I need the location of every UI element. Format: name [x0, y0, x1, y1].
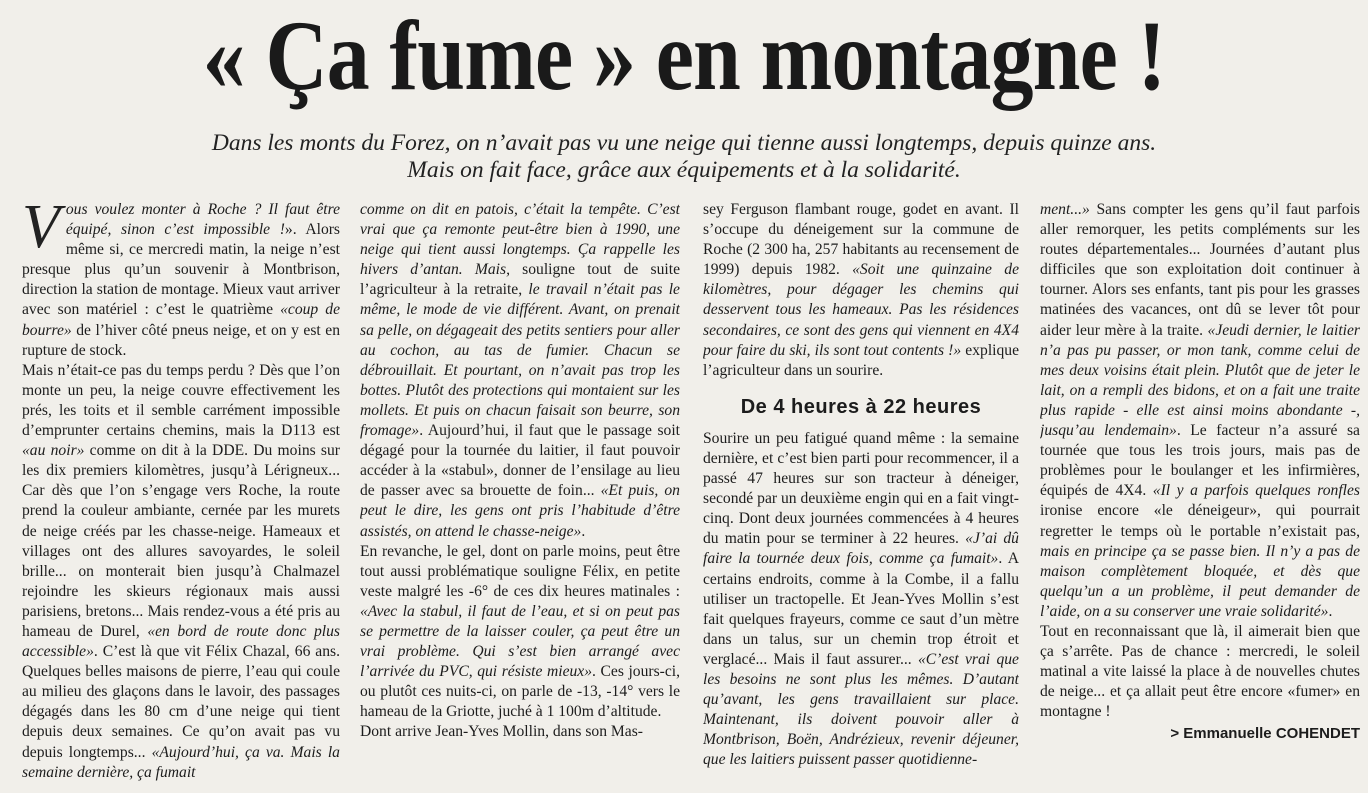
byline: > Emmanuelle COHENDET — [1170, 725, 1360, 743]
quote-text: «Soit une quinzaine de kilomètres, pour dégager les chemins qui desservent tous les hameaux. Pas les résidences secondaires, ce sont des gens qui viennent en 4X4 pour faire du ski, ils sont tout contents !» — [703, 261, 1019, 359]
standfirst-line-1: Dans les monts du Forez, on n’avait pas vu une neige qui tienne aussi longtemps, depuis quinze ans. — [211, 130, 1157, 156]
body-text: . Aujourd’hui, il faut que le passage soit dégagé pour la tournée du laitier, il faut pouvoir accéder à la «stabul», donner de l’ensilage au lieu de passer avec sa brouette de foin... — [360, 422, 680, 500]
body-text: de l’hiver côté pneus neige, et on y est en rupture de stock. — [22, 321, 340, 359]
quote-text: «Aujourd’hui, ça va. Mais la semaine dernière, ça fumait — [22, 743, 340, 781]
body-text: En revanche, le gel, dont on parle moins, peut être tout aussi problématique souligne Félix, en petite veste malgré les -6° de ces dix heures matinales : — [360, 542, 680, 600]
quote-text: «Il y a parfois quelques ronfles — [1152, 482, 1360, 500]
paragraph — [22, 361, 340, 783]
body-text: sey Ferguson flambant rouge, godet en avant. Il s’occupe du déneigement sur la commune de Roche (2 300 ha, 257 habitants au recensement de 1999) depuis 1982. — [703, 201, 1019, 279]
column-4 — [1040, 200, 1360, 790]
paragraph — [703, 200, 1019, 381]
quote-text: «au noir» — [22, 442, 85, 460]
body-text: comme on dit à la DDE. Du moins sur les dix premiers kilomètres, jusqu’à Lérigneux... Car dès que l’on s’engage vers Roche, la route prend la couleur ambiante, cernée par les murets de neige créés par les chasse-neige. Hameaux et villages ont des allures savoyardes, le soleil brille... on monterait bien jusqu’à Chalmazel rejoindre les skieurs régionaux mais aussi parisiens, bretons... Mais rendez-vous a été pris au hameau de Durel, — [22, 442, 340, 640]
body-text: souligne tout de suite l’agriculteur à la retraite, — [360, 261, 680, 299]
paragraph: Dont arrive Jean-Yves Mollin, dans son Mas- — [360, 723, 643, 741]
paragraph — [360, 542, 680, 723]
quote-text: le travail n’était pas le même, le mode de vie différent. Avant, on prenait sa pelle, on dégageait des petits sentiers pour aller au cochon, au tas de fumier. Chacun se débrouillait. Et pourtant, on n’avait pas trop les bottes. Plutôt des protections qui montaient sur les mollets. Et puis on chacun faisait son beurre, son fromage» — [360, 281, 680, 440]
quote-text: comme on dit en patois, c’était la tempête. C’est vrai que ça remonte peut-être bien à 1990, une neige qui tient aussi longtemps. Ça rappelle les hivers d’antan. Mais, — [360, 201, 680, 279]
paragraph: Tout en reconnaissant que là, il aimerait bien que ça s’arrête. Pas de chance : mercredi, le soleil matinal a vite laissé la place à de nouvelles chutes de neige... et ça allait peut être encore «fumer» en montagne ! — [1040, 622, 1360, 721]
body-text: Sans compter les gens qu’il faut parfois aller remorquer, les petits compléments sur les routes départementales... Journées d’autant plus difficiles que son exploitation doit continuer à tourner. Alors ses enfants, tant pis pour les grasses matinées des vacances, ont dû se lever tôt pour aider leur mère à la traite. — [1040, 201, 1360, 339]
body-text: . — [1328, 602, 1333, 620]
quote-text: «en bord de route donc plus accessible» — [22, 622, 340, 661]
body-text: . A certains endroits, comme à la Combe, il a fallu utiliser un tractopelle. Et Jean-Yves Mollin s’est fait quelques frayeurs, comme ce saut d’un mètre dans un talus, sur un chemin trop étroit et verglacé... Mais il faut assurer... — [703, 550, 1019, 668]
quote-text: «C’est vrai que les besoins ne sont plus les mêmes. D’autant qu’avant, les gens travaillaient sur place. Maintenant, ils doivent pouvoir aller à Montbrison, Boën, Andrézieux, revenir déjeuner, que les laitiers puissent passer quotidienne- — [703, 650, 1019, 769]
standfirst — [0, 130, 1368, 184]
quote-text: «Et puis, on peut le dire, les gens ont pris l’habitude d’être assistés, on attend le chasse-neige» — [360, 482, 680, 540]
column-1 — [22, 200, 340, 790]
paragraph — [1040, 200, 1360, 622]
paragraph — [703, 429, 1019, 771]
standfirst-line-2: Mais on fait face, grâce aux équipements et à la solidarité. — [407, 157, 961, 183]
headline: « Ça fume » en montagne ! — [202, 0, 1166, 111]
body-text: ». Alors même si, ce mercredi matin, la neige n’est presque plus qu’un souvenir à Montbrison, direction la station de montage. Mieux vaut arriver avec son matériel : c’est le quatrième — [22, 221, 340, 319]
quote-text: «Avec la stabul, il faut de l’eau, et si on peut pas se permettre de la laisser couler, ça peut être un vrai problème. Qui s’est bien arrangé avec l’arrivée du PVC, qui résiste mieux» — [360, 602, 680, 681]
body-text: . Ces jours-ci, ou plutôt ces nuits-ci, on parle de -13, -14° vers le hameau de la Griotte, juché à 1 100m d’altitude. — [360, 663, 680, 721]
body-text: . C’est là que vit Félix Chazal, 66 ans. Quelques belles maisons de pierre, l’eau qui coule au milieu des glaçons dans le lavoir, des passages dégagés dans les 80 cm d’une neige qui tient depuis deux semaines. Ce qu’on avait pas vu depuis longtemps... — [22, 643, 340, 761]
body-text: . — [581, 522, 586, 540]
drop-cap: V — [22, 200, 60, 261]
quote-text: «coup de bourre» — [22, 301, 340, 339]
quote-text: «Jeudi dernier, le laitier n’a pas pu passer, or mon tank, comme celui de mes deux voisins était plein. Plutôt que de jeter le lait, on a rempli des bidons, et on a fait une traite plus rapide - elle est ainsi moins abondante -, jusqu’au lendemain» — [1040, 321, 1360, 440]
paragraph — [360, 200, 680, 542]
body-text: Sourire un peu fatigué quand même : la semaine dernière, et c’est bien parti pour recommencer, il a passé 47 heures sur son tracteur à déneiger, secondé par un deuxième engin qui en a fait vingt-cinq. Dont deux journées commencées à 4 heures du matin pour se terminer à 22 heures. — [703, 429, 1019, 548]
body-text: . Le facteur n’a assuré sa tournée que tous les trois jours, mais pas de problèmes pour le boulanger et les infirmières, équipés de 4X4. — [1040, 422, 1360, 500]
quote-text: mais en principe ça se passe bien. Il n’y a pas de maison complètement bloquée, et dès que quelqu’un a un problème, il peut demander de l’aide, on a su conserver une vraie solidarité» — [1040, 542, 1360, 620]
quote-text: «J’ai dû faire la tournée deux fois, comme ça fumait» — [703, 530, 1019, 568]
quote-text: ous voulez monter à Roche ? Il faut être équipé, sinon c’est impossible ! — [65, 201, 340, 239]
quote-text: ment...» — [1040, 201, 1090, 218]
column-2 — [360, 200, 680, 790]
section-subheading: De 4 heures à 22 heures — [740, 395, 982, 418]
body-text: explique l’agriculteur dans un sourire. — [703, 341, 1019, 379]
column-3 — [703, 200, 1019, 790]
paragraph — [22, 200, 340, 361]
body-text: Mais n’était-ce pas du temps perdu ? Dès que l’on monte un peu, la neige couvre effectivement les prés, les toits et il semble carrément impossible d’emprunter certains chemins, mais la D113 est — [22, 361, 340, 440]
body-text: ironise encore «le déneigeur», qui pourrait regretter le temps où le portable n’existait pas, — [1040, 502, 1360, 540]
